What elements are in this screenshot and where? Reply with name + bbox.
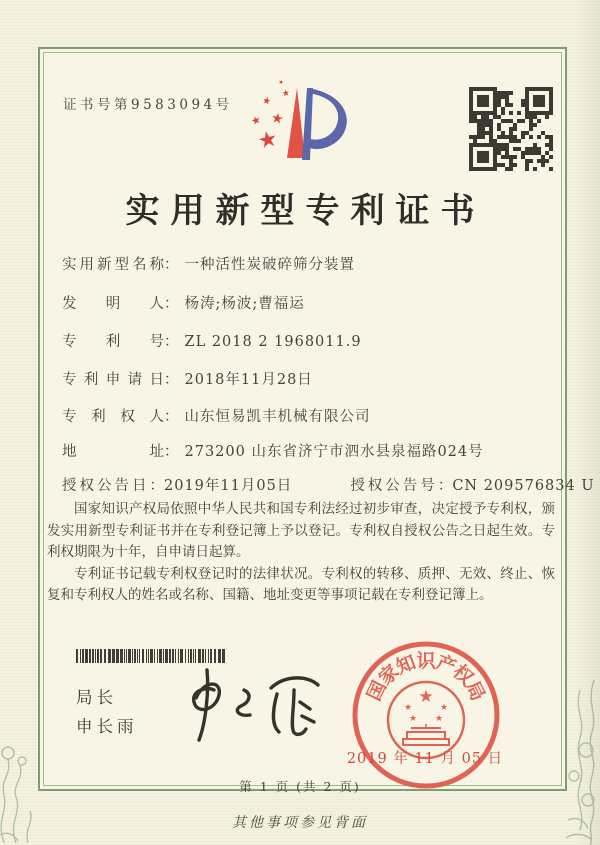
svg-text:★: ★ bbox=[439, 703, 449, 713]
field-label: 地址 bbox=[62, 444, 164, 460]
field-colon: ： bbox=[164, 444, 179, 460]
seal-character: 局 bbox=[460, 677, 489, 705]
field-label: 发明人 bbox=[62, 296, 164, 312]
grant-date-value: 2019年11月05日 bbox=[164, 478, 293, 494]
grant-no-value: CN 209576834 U bbox=[452, 478, 595, 494]
seal-date: 2019 年 11 月 05 日 bbox=[346, 751, 504, 767]
field-row-name bbox=[62, 253, 355, 274]
field-colon: ： bbox=[164, 409, 179, 425]
star-icon: ★ bbox=[255, 126, 281, 155]
star-icon: ★ bbox=[277, 78, 285, 87]
grant-no-label: 授权公告号 bbox=[350, 478, 438, 494]
certificate-number: 证书号第9583094号 bbox=[63, 97, 233, 113]
qr-code-icon bbox=[469, 87, 553, 171]
commissioner-title: 局长 bbox=[76, 688, 117, 707]
field-value: 杨涛;杨波;曹福运 bbox=[184, 296, 305, 312]
star-icon: ★ bbox=[281, 88, 291, 100]
seal-character: 国 bbox=[363, 677, 392, 705]
page-number: 第 1 页 (共 2 页) bbox=[239, 779, 361, 794]
field-value: 2018年11月28日 bbox=[184, 372, 313, 388]
star-icon: ★ bbox=[260, 95, 273, 108]
field-colon: ： bbox=[164, 334, 179, 350]
corner-ornament-right bbox=[528, 680, 600, 845]
field-colon: ： bbox=[164, 372, 179, 388]
field-colon: ： bbox=[164, 296, 179, 312]
field-colon: ： bbox=[164, 257, 179, 273]
field-label: 专利号 bbox=[62, 334, 164, 350]
seal-character: 产 bbox=[432, 650, 459, 679]
field-row-patent-no bbox=[62, 330, 362, 351]
field-value: 山东恒易凯丰机械有限公司 bbox=[184, 409, 371, 425]
star-icon: ★ bbox=[249, 112, 263, 129]
field-row-filing-date bbox=[62, 368, 313, 389]
field-row-patentee bbox=[62, 405, 371, 426]
svg-text:★: ★ bbox=[434, 714, 444, 724]
field-row-inventors bbox=[62, 292, 305, 313]
star-icon: ★ bbox=[269, 110, 285, 128]
svg-text:★: ★ bbox=[403, 703, 413, 713]
grant-date-label: 授权公告日 bbox=[62, 478, 150, 494]
field-value: 一种活性炭破碎筛分装置 bbox=[184, 257, 355, 273]
legal-paragraph-2: 专利证书记载专利权登记时的法律状况。专利权的转移、质押、无效、终止、恢复和专利权人的姓名或名称、国籍、地址变更等事项记载在专利登记簿上。 bbox=[47, 565, 555, 603]
official-seal bbox=[347, 636, 505, 794]
field-colon: ： bbox=[149, 478, 164, 494]
legal-paragraph-1: 国家知识产权局依照中华人民共和国专利法经过初步审查，决定授予专利权，颁发实用新型专利证书并在专利登记簿上予以登记。专利权自授权公告之日起生效。专利权期限为十年，自申请日起算。 bbox=[47, 501, 555, 560]
svg-text:★: ★ bbox=[408, 714, 418, 724]
legal-text bbox=[47, 499, 555, 607]
svg-text:★: ★ bbox=[418, 687, 434, 707]
seal-character: 家 bbox=[374, 660, 404, 690]
corner-ornament-left bbox=[0, 715, 64, 845]
handwritten-signature-icon bbox=[168, 658, 333, 756]
seal-character: 知 bbox=[393, 650, 420, 679]
grant-row bbox=[62, 474, 595, 495]
field-label: 专利申请日 bbox=[62, 372, 164, 388]
field-label: 专利权人 bbox=[62, 409, 164, 425]
certificate-title: 实用新型专利证书 bbox=[125, 191, 486, 231]
commissioner-name: 申长雨 bbox=[76, 717, 138, 736]
seal-character: 识 bbox=[416, 650, 436, 672]
reverse-side-note: 其他事项参见背面 bbox=[232, 815, 368, 831]
field-label: 实用新型名称 bbox=[62, 257, 164, 273]
field-value: 273200 山东省济宁市泗水县泉福路024号 bbox=[184, 444, 484, 460]
cnipa-logo bbox=[238, 78, 362, 176]
field-row-address bbox=[62, 440, 484, 461]
field-value: ZL 2018 2 1968011.9 bbox=[184, 334, 362, 350]
field-colon: ： bbox=[437, 478, 453, 494]
seal-character: 权 bbox=[448, 660, 478, 690]
